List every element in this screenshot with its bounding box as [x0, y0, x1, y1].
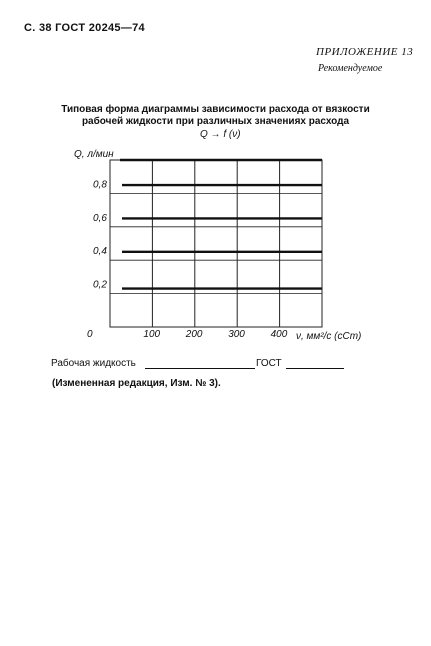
appendix-subtitle: Рекомендуемое	[318, 63, 383, 74]
x-tick-labels	[87, 329, 288, 340]
y-axis-label: Q, л/мин	[74, 149, 114, 160]
gost-label: ГОСТ	[256, 358, 282, 369]
appendix-title: ПРИЛОЖЕНИЕ 13	[316, 46, 414, 58]
x-tick-label: 300	[228, 329, 245, 340]
chart	[0, 140, 431, 350]
x-tick-label: 100	[143, 329, 161, 340]
chart-series	[120, 160, 322, 289]
figure-formula: Q → f (ν)	[200, 129, 241, 140]
x-tick-label: 0	[87, 329, 93, 340]
gost-blank-line[interactable]	[286, 368, 344, 369]
y-tick-label: 0,8	[93, 179, 107, 191]
working-fluid-blank-line[interactable]	[145, 368, 255, 369]
y-tick-label: 0,2	[93, 279, 107, 291]
figure-title-line1: Типовая форма диаграммы зависимости расхода от вязкости	[61, 104, 370, 115]
revision-note: (Измененная редакция, Изм. № 3).	[52, 378, 221, 389]
working-fluid-label: Рабочая жидкость	[51, 358, 136, 369]
y-tick-label: 0,6	[93, 212, 107, 224]
x-tick-label: 200	[185, 329, 203, 340]
x-tick-label: 400	[270, 329, 288, 340]
y-tick-label: 0,4	[93, 246, 107, 258]
x-axis-label: ν, мм²/с (сСт)	[296, 331, 362, 342]
page-header: С. 38 ГОСТ 20245—74	[24, 22, 145, 34]
figure-title-line2: рабочей жидкости при различных значениях расхода	[81, 116, 350, 127]
y-tick-labels	[93, 179, 107, 290]
